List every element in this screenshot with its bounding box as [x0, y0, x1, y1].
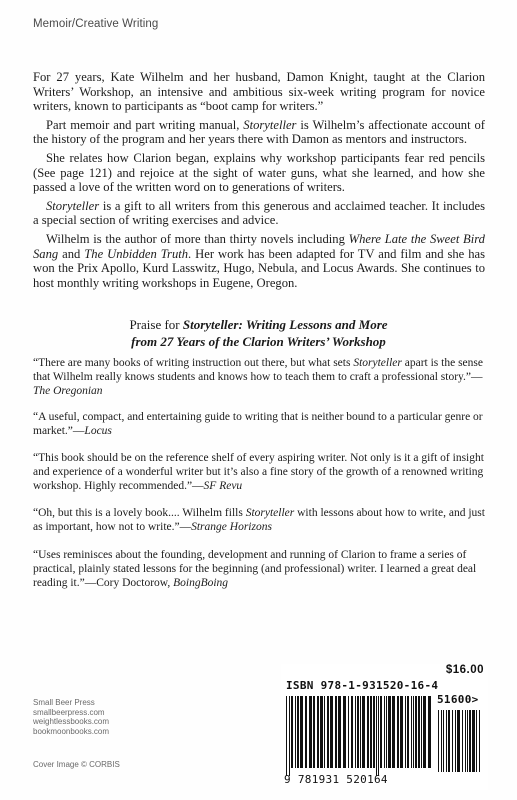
isbn-label: ISBN 978-1-931520-16-4: [286, 679, 439, 692]
review-quotes: [33, 356, 488, 602]
price-addon-digits: 51600>: [437, 693, 479, 706]
barcode-bar: [286, 696, 287, 776]
barcode-bar: [330, 696, 333, 768]
praise-title-line1: Storyteller: Writing Lessons and More: [182, 317, 388, 332]
barcode-bar: [443, 710, 444, 772]
barcode-bar: [373, 696, 375, 768]
review-quote: “A useful, compact, and entertaining guide to writing that is neither bound to a particular genre or market.”—Locus: [33, 410, 483, 437]
category-label: Memoir/Creative Writing: [33, 18, 159, 30]
blurb-paragraph-3: She relates how Clarion began, explains why workshop participants fear red pencils (See page 121) and rejoice at the sight of water guns, what she learned, and how she passed a love of the written word on to generations of writers.: [33, 150, 485, 195]
barcode-bar: [327, 696, 329, 768]
blurb-paragraph-5: Wilhelm is the author of more than thirty novels including Where Late the Sweet Bird Sang and The Unbidden Truth. Her work has been adapted for TV and film and she has won the Prix Apollo, Kurd Lasswitz, Hugo, Nebula, and Locus Awards. She continues to host monthly writing workshops in Eugene, Oregon.: [33, 231, 486, 290]
barcode-bar: [376, 696, 377, 776]
barcode-bar: [448, 710, 450, 772]
blurb-paragraph-1: For 27 years, Kate Wilhelm and her husband, Damon Knight, taught at the Clarion Writers’ Workshop, an intensive and ambitious six-week writing program for novice writers, known to participants as “boot camp for writers.”: [33, 70, 485, 114]
barcode-bar: [320, 696, 323, 768]
barcode-bar: [400, 696, 403, 768]
price-label: $16.00: [445, 664, 484, 676]
barcode-bar: [423, 696, 426, 768]
barcode-bar: [413, 696, 414, 768]
barcode-bar: [324, 696, 325, 768]
barcode-bar: [357, 696, 359, 768]
barcode-bar: [370, 696, 372, 768]
cover-image-credit: Cover Image © CORBIS: [33, 760, 120, 769]
barcode-bar: [472, 710, 475, 772]
barcode-bar: [362, 696, 365, 768]
barcode-bar: [397, 696, 399, 768]
barcode-bar: [455, 710, 456, 772]
barcode-bar: [297, 696, 299, 768]
barcode-bar: [348, 696, 349, 768]
book-description: [33, 70, 485, 294]
barcode-bar: [441, 710, 442, 772]
praise-heading: [40, 316, 477, 350]
quote-source: The Oregonian: [33, 385, 103, 398]
barcode-bar: [355, 696, 356, 768]
ean-digits: 9 781931 520164: [284, 773, 388, 786]
barcode-bar: [462, 710, 463, 772]
barcode-bar: [418, 696, 420, 768]
publisher-site: bookmoonbooks.com: [33, 726, 110, 736]
publisher-name: Small Beer Press: [33, 698, 95, 707]
barcode-bar: [378, 696, 379, 776]
barcode-block: [281, 664, 488, 790]
barcode-bar: [467, 710, 468, 772]
quote-source: Locus: [84, 424, 112, 437]
publisher-site: smallbeerpress.com: [33, 707, 105, 717]
review-quote: “This book should be on the reference shelf of every aspiring writer. Not only is it a gift of insight and experience of a wonderful writer but it’s also a fine story of the growth of a renowned writing workshop. Highly recommended.”—SF Revu: [33, 452, 484, 493]
barcode-bar: [405, 696, 406, 768]
barcode-bar: [438, 710, 439, 772]
barcode-bar: [338, 696, 341, 768]
review-quote: “Uses reminisces about the founding, development and running of Clarion to frame a series of practical, plainly stated lessons for the beginning (and professional) writer. I learned a great deal reading it.”—Cory Doctorow, BoingBoing: [33, 549, 477, 590]
review-quote: “Oh, but this is a lovely book.... Wilhelm fills Storyteller with lessons about how to write, and just as important, how not to write.”—Strange Horizons: [33, 506, 485, 533]
barcode-bar: [351, 696, 353, 768]
barcode-bar: [335, 696, 337, 768]
barcode-bar: [476, 710, 477, 772]
barcode-bar: [411, 696, 412, 768]
publisher-site: weightlessbooks.com: [33, 717, 110, 727]
barcode-bar: [313, 696, 315, 768]
barcode-bar: [309, 696, 312, 768]
barcode-bar: [295, 696, 296, 768]
barcode-bar: [479, 710, 480, 772]
barcode-bar: [289, 696, 290, 776]
barcode-bar: [407, 696, 409, 768]
blurb-paragraph-2: Part memoir and part writing manual, Storyteller is Wilhelm’s affectionate account of the history of the program and her years there with Damon as mentors and instructors.: [33, 117, 485, 147]
barcode-bar: [428, 696, 431, 768]
barcode-bar: [384, 696, 385, 768]
barcode-bar: [465, 710, 466, 772]
barcode-bar: [446, 710, 447, 772]
quote-source: BoingBoing: [173, 577, 229, 590]
barcode-bar: [367, 696, 369, 768]
barcode-bar: [317, 696, 319, 768]
praise-title-line2: from 27 Years of the Clarion Writers’ Workshop: [131, 334, 386, 349]
barcode-bar: [386, 696, 387, 768]
barcode-bar: [305, 696, 307, 768]
barcode-bar: [392, 696, 395, 768]
barcode-bar: [457, 710, 460, 772]
praise-prefix: Praise for: [129, 317, 183, 332]
barcode-bar: [291, 696, 293, 768]
barcode-bar: [360, 696, 361, 768]
barcode-bar: [415, 696, 417, 768]
barcode-bar: [388, 696, 391, 768]
quote-source: SF Revu: [203, 480, 243, 493]
quote-source: Strange Horizons: [191, 520, 272, 533]
barcode-bar: [343, 696, 346, 768]
barcode-bar: [452, 710, 453, 772]
barcode-bar: [421, 696, 422, 768]
ean-barcode: [284, 696, 434, 776]
addon-barcode: [436, 710, 484, 776]
review-quote: “There are many books of writing instruction out there, but what sets Storyteller apart is the sense that Wilhelm really knows students and knows how to teach them to craft a professional story.”—The Oregonian: [33, 357, 483, 398]
barcode-bar: [469, 710, 471, 772]
blurb-paragraph-4: Storyteller is a gift to all writers from this generous and acclaimed teacher. It includes a special section of writing exercises and advice.: [33, 198, 485, 228]
barcode-bar: [300, 696, 303, 768]
publisher-info: [33, 698, 109, 736]
barcode-bar: [380, 696, 382, 768]
